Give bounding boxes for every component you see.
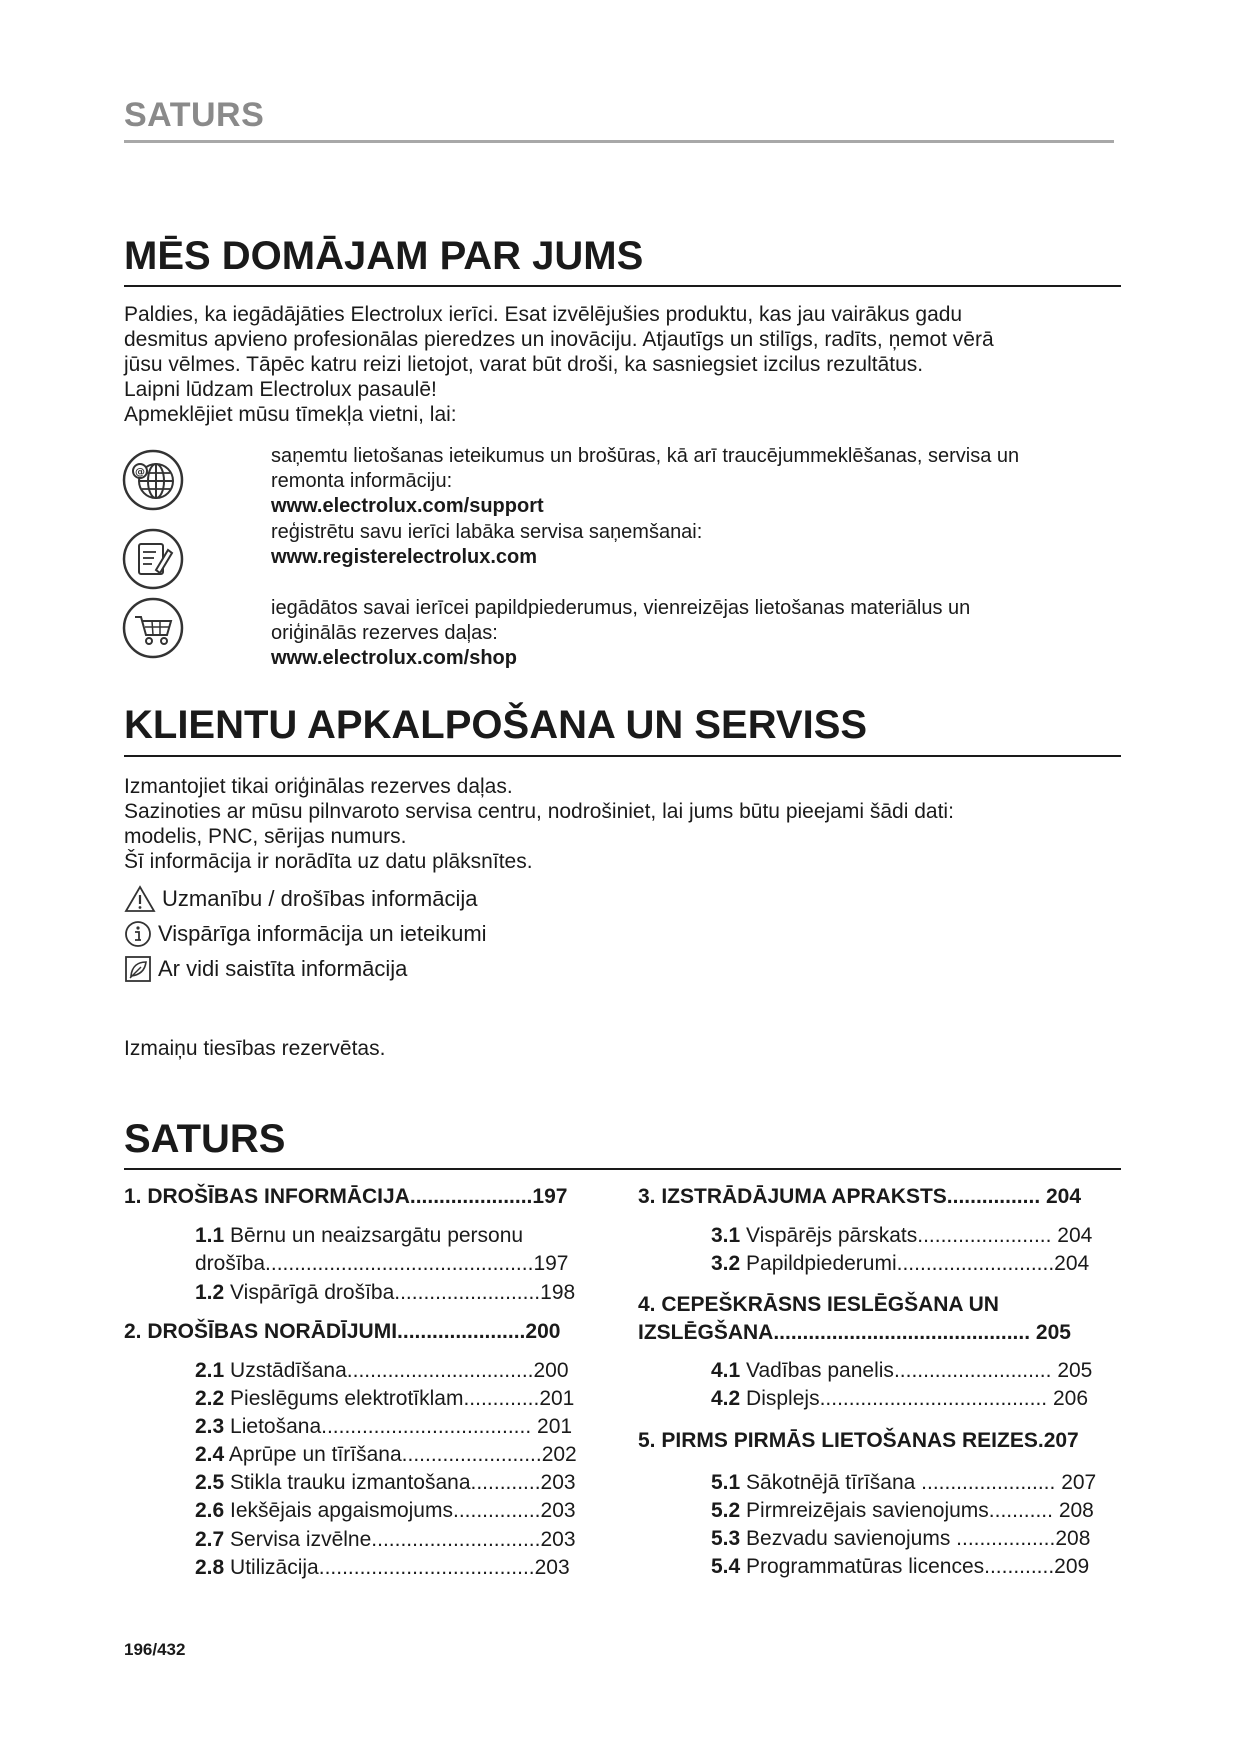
toc-title: Vadības panelis [746, 1359, 894, 1382]
leaf-icon [124, 955, 152, 983]
toc-num: 5.2 [711, 1499, 741, 1522]
toc-num: 4.1 [711, 1359, 741, 1382]
toc-num: 5.1 [711, 1471, 741, 1494]
toc-title: Aprūpe un tīrīšana [228, 1443, 402, 1466]
toc-page: 204 [1054, 1252, 1090, 1275]
info-icon [124, 920, 152, 948]
toc-entry[interactable]: 5.4 Programmatūras licences............209 [711, 1555, 1090, 1578]
toc-title: drošība [195, 1252, 266, 1275]
toc-title: IZSLĒGŠANA [638, 1321, 774, 1344]
service-line: Šī informācija ir norādīta uz datu plāksnītes. [124, 850, 533, 873]
toc-heading: SATURS [124, 1117, 286, 1161]
link-description: oriģinālās rezerves daļas: [271, 622, 498, 644]
toc-title: 2. DROŠĪBAS NORĀDĪJUMI [124, 1320, 398, 1343]
toc-page: 203 [534, 1556, 570, 1579]
toc-entry[interactable]: 1.2 Vispārīgā drošība.........................198 [195, 1281, 576, 1304]
toc-num: 2.3 [195, 1415, 225, 1438]
toc-num: 1.2 [195, 1281, 225, 1304]
svg-text:@: @ [135, 467, 145, 478]
toc-page: 205 [1035, 1321, 1071, 1344]
globe-icon [122, 449, 184, 511]
toc-title: Pieslēgums elektrotīklam [230, 1387, 464, 1410]
toc-title: Pirmreizējais savienojums [746, 1499, 989, 1522]
cart-icon [122, 597, 184, 659]
toc-num: 2.5 [195, 1471, 225, 1494]
toc-entry[interactable]: 2.7 Servisa izvēlne.............................203 [195, 1528, 576, 1551]
toc-page: 204 [1045, 1185, 1082, 1208]
toc-entry[interactable]: 2.4 Aprūpe un tīrīšana........................202 [195, 1443, 577, 1466]
section-heading-service: KLIENTU APKALPOŠANA UN SERVISS [124, 703, 868, 747]
toc-title: Stikla trauku izmantošana [230, 1471, 471, 1494]
page-header-title: SATURS [124, 96, 265, 134]
toc-num: 2.1 [195, 1359, 225, 1382]
toc-entry[interactable]: 3.2 Papildpiederumi...........................204 [711, 1252, 1090, 1275]
intro-paragraph [124, 302, 994, 427]
toc-entry[interactable]: 4.2 Displejs....................................... 206 [711, 1387, 1089, 1410]
toc-entry[interactable]: IZSLĒGŠANA............................................ 205 [638, 1321, 1071, 1344]
toc-title: Bērnu un neaizsargātu personu [230, 1224, 524, 1247]
toc-page: 203 [540, 1528, 576, 1551]
toc-page: 208 [1055, 1527, 1091, 1550]
page-number: 196/432 [124, 1640, 186, 1659]
toc-entry[interactable] [638, 1293, 999, 1317]
intro-line: Laipni lūdzam Electrolux pasaulē! [124, 378, 437, 401]
toc-title: Vispārējs pārskats [746, 1224, 918, 1247]
toc-title: Programmatūras licences [746, 1555, 985, 1578]
toc-page: 198 [540, 1281, 576, 1304]
toc-entry[interactable]: 3.1 Vispārējs pārskats....................... 204 [711, 1224, 1093, 1247]
section-divider [124, 285, 1121, 287]
service-line: Sazinoties ar mūsu pilnvaroto servisa centru, nodrošiniet, lai jums būtu pieejami šādi dati: [124, 800, 954, 823]
intro-line: jūsu vēlmes. Tāpēc katru reizi lietojot, varat būt droši, ka sasniegsiet izcilus rezultātus. [124, 353, 924, 376]
section-divider [124, 755, 1121, 757]
toc-title: Uzstādīšana [230, 1359, 347, 1382]
link-description: iegādātos savai ierīcei papildpiederumus, vienreizējas lietošanas materiālus un [271, 597, 971, 619]
toc-num: 3.2 [711, 1252, 741, 1275]
service-line: Izmantojiet tikai oriģinālas rezerves daļas. [124, 775, 513, 798]
toc-num: 1.1 [195, 1224, 225, 1247]
intro-line: desmitus apvieno profesionālas pieredzes un inovāciju. Atjautīgs un stilīgs, radīts, ņemot vērā [124, 328, 994, 351]
toc-entry[interactable]: 2.8 Utilizācija.....................................203 [195, 1556, 570, 1579]
toc-num: 4.2 [711, 1387, 741, 1410]
toc-page: 207 [1043, 1429, 1079, 1452]
toc-entry[interactable] [638, 1429, 1079, 1453]
toc-page: 203 [540, 1471, 576, 1494]
legend-warning [124, 883, 477, 915]
header-divider [124, 140, 1114, 143]
legend-text: Ar vidi saistīta informācija [158, 956, 408, 981]
toc-page: 202 [541, 1443, 577, 1466]
link-description: reģistrētu savu ierīci labāka servisa saņemšanai: [271, 521, 703, 543]
toc-entry[interactable]: 5.1 Sākotnējā tīrīšana ....................... 207 [711, 1471, 1097, 1494]
toc-entry[interactable]: 5.2 Pirmreizējais savienojums........... 208 [711, 1499, 1094, 1522]
toc-title: 3. IZSTRĀDĀJUMA APRAKSTS [638, 1185, 947, 1208]
toc-title: Utilizācija [230, 1556, 319, 1579]
toc-page: 205 [1057, 1359, 1093, 1382]
toc-num: 5.4 [711, 1555, 741, 1578]
toc-title: 4. CEPEŠKRĀSNS IESLĒGŠANA UN [638, 1293, 999, 1316]
link-block-support [271, 444, 1019, 519]
toc-title: 5. PIRMS PIRMĀS LIETOŠANAS REIZES. [638, 1429, 1044, 1452]
toc-title: Lietošana [230, 1415, 322, 1438]
toc-title: Papildpiederumi [746, 1252, 897, 1275]
toc-num: 2.8 [195, 1556, 225, 1579]
legend-environment [124, 953, 407, 985]
link-description: remonta informāciju: [271, 470, 453, 492]
service-paragraph [124, 774, 954, 874]
toc-entry[interactable] [195, 1224, 523, 1248]
toc-title: Vispārīgā drošība [230, 1281, 395, 1304]
toc-title: Servisa izvēlne [230, 1528, 372, 1551]
toc-entry[interactable]: drošība..............................................197 [195, 1252, 569, 1275]
toc-entry[interactable]: 1. DROŠĪBAS INFORMĀCIJA.....................197 [124, 1185, 568, 1208]
toc-page: 201 [539, 1387, 575, 1410]
toc-page: 197 [533, 1252, 569, 1275]
toc-page: 206 [1052, 1387, 1089, 1410]
legend-info [124, 918, 487, 950]
toc-num: 2.6 [195, 1499, 225, 1522]
toc-entry[interactable]: 2.2 Pieslēgums elektrotīklam.............201 [195, 1387, 575, 1410]
toc-page: 204 [1057, 1224, 1093, 1247]
toc-entry[interactable]: 2.3 Lietošana.................................... 201 [195, 1415, 573, 1438]
toc-page: 200 [525, 1320, 561, 1343]
toc-page: 200 [533, 1359, 569, 1382]
toc-page: 209 [1054, 1555, 1090, 1578]
toc-num: 3.1 [711, 1224, 741, 1247]
section-divider [124, 1168, 1121, 1170]
rights-notice: Izmaiņu tiesības rezervētas. [124, 1037, 386, 1060]
shop-link[interactable]: www.electrolux.com/shop [271, 647, 517, 669]
toc-page: 207 [1061, 1471, 1097, 1494]
register-link[interactable]: www.registerelectrolux.com [271, 546, 538, 568]
intro-line: Paldies, ka iegādājāties Electrolux ierīci. Esat izvēlējušies produktu, kas jau vairākus gadu [124, 303, 963, 326]
link-block-register [271, 520, 702, 570]
link-description: saņemtu lietošanas ieteikumus un brošūras, kā arī traucējummeklēšanas, servisa un [271, 445, 1020, 467]
toc-title: Sākotnējā tīrīšana [746, 1471, 916, 1494]
toc-num: 2.2 [195, 1387, 225, 1410]
toc-num: 2.7 [195, 1528, 225, 1551]
toc-entry[interactable]: 2.5 Stikla trauku izmantošana............203 [195, 1471, 576, 1494]
register-icon [122, 528, 184, 590]
intro-line: Apmeklējiet mūsu tīmekļa vietni, lai: [124, 403, 457, 426]
toc-page: 201 [537, 1415, 573, 1438]
toc-entry[interactable]: 2.6 Iekšējais apgaismojums...............203 [195, 1499, 576, 1522]
toc-entry[interactable]: 5.3 Bezvadu savienojums .................208 [711, 1527, 1091, 1550]
toc-page: 197 [532, 1185, 568, 1208]
toc-page: 203 [540, 1499, 576, 1522]
legend-text: Uzmanību / drošības informācija [162, 886, 478, 911]
toc-entry[interactable]: 3. IZSTRĀDĀJUMA APRAKSTS................ 204 [638, 1185, 1082, 1208]
toc-num: 5.3 [711, 1527, 741, 1550]
toc-entry[interactable]: 2. DROŠĪBAS NORĀDĪJUMI......................200 [124, 1320, 561, 1343]
toc-page: 208 [1058, 1499, 1094, 1522]
legend-text: Vispārīga informācija un ieteikumi [158, 921, 487, 946]
toc-title: Displejs [746, 1387, 820, 1410]
toc-title: Iekšējais apgaismojums [230, 1499, 453, 1522]
toc-title: Bezvadu savienojums [746, 1527, 951, 1550]
warning-icon [124, 885, 156, 913]
service-line: modelis, PNC, sērijas numurs. [124, 825, 407, 848]
toc-title: 1. DROŠĪBAS INFORMĀCIJA [124, 1185, 410, 1208]
toc-num: 2.4 [195, 1443, 225, 1466]
toc-entry[interactable]: 4.1 Vadības panelis........................... 205 [711, 1359, 1093, 1382]
support-link[interactable]: www.electrolux.com/support [271, 495, 544, 517]
toc-entry[interactable]: 2.1 Uzstādīšana................................200 [195, 1359, 569, 1382]
link-block-shop [271, 596, 970, 671]
section-heading-we-think: MĒS DOMĀJAM PAR JUMS [124, 234, 644, 278]
